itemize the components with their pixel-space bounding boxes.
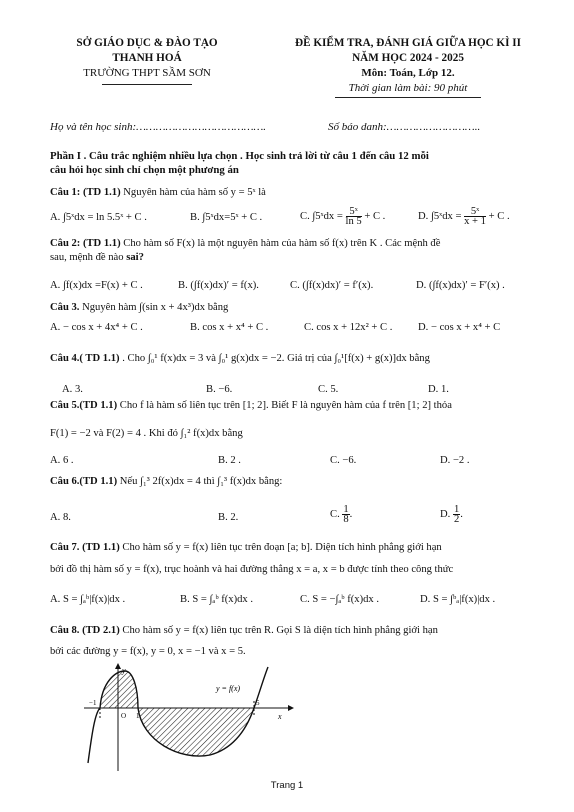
question-number: Câu 4.( TD 1.1) — [50, 353, 120, 364]
q6-option-c[interactable] — [330, 505, 352, 524]
part1-title-line2: câu hỏi học sinh chỉ chọn một phương án — [50, 164, 239, 176]
q4-option-b[interactable]: B. −6. — [206, 384, 233, 395]
tick-label-5: 5 — [256, 699, 260, 707]
question-text: Nguyên hàm ∫(sin x + 4x³)dx bằng — [82, 302, 229, 313]
option-label: D. — [440, 508, 451, 520]
department-name: SỞ GIÁO DỤC & ĐÀO TẠO — [76, 37, 218, 49]
q5-option-b[interactable]: B. 2 . — [218, 455, 241, 466]
option-tail: + C . — [364, 210, 386, 222]
q6-option-d[interactable] — [440, 505, 463, 524]
q1-option-c[interactable] — [300, 207, 385, 226]
question-text: Cho hàm số y = f(x) liên tục trên R. Gọi S là diện tích hình phẳng giới hạn — [122, 625, 438, 636]
x-axis-arrow — [288, 705, 294, 711]
q7-option-a[interactable]: A. S = ∫ₐᵇ|f(x)|dx . — [50, 594, 126, 605]
fraction-denominator: 2 — [453, 514, 460, 525]
question-number: Câu 6.(TD 1.1) — [50, 476, 118, 487]
exam-title: ĐỀ KIỂM TRA, ĐÁNH GIÁ GIỮA HỌC KÌ II — [295, 37, 521, 49]
question-2-line2 — [50, 252, 144, 263]
time-underline — [335, 97, 481, 98]
q5-option-c[interactable]: C. −6. — [330, 455, 357, 466]
question-text: . Cho ∫₀¹ f(x)dx = 3 và ∫₀¹ g(x)dx = −2. Giá trị của ∫₀¹[f(x) + g(x)]dx bằng — [122, 353, 430, 364]
question-5-line2: F(1) = −2 và F(2) = 4 . Khi đó ∫₁² f(x)dx bằng — [50, 428, 243, 439]
question-number: Câu 8. (TD 2.1) — [50, 625, 120, 636]
school-name: TRƯỜNG THPT SẦM SƠN — [83, 67, 211, 79]
option-tail: . — [460, 508, 463, 520]
fraction-denominator: ln 5 — [345, 216, 362, 227]
school-underline — [102, 84, 192, 85]
q2-option-d[interactable]: D. (∫f(x)dx)′ = F′(x) . — [416, 280, 505, 291]
q3-option-d[interactable]: D. − cos x + x⁴ + C — [418, 322, 501, 333]
x-axis-label: x — [278, 712, 282, 721]
question-text: Nguyên hàm của hàm số y = 5ˣ là — [123, 187, 266, 198]
q6-option-b[interactable]: B. 2. — [218, 512, 239, 523]
question-number: Câu 2: (TD 1.1) — [50, 238, 121, 249]
subject-grade: Môn: Toán, Lớp 12. — [361, 67, 455, 79]
question-emphasis: sai? — [126, 252, 144, 263]
q3-option-c[interactable]: C. cos x + 12x² + C . — [304, 322, 393, 333]
function-graph — [80, 663, 300, 778]
question-5 — [50, 400, 452, 411]
q4-option-a[interactable]: A. 3. — [62, 384, 83, 395]
part1-title: Phần I . Câu trắc nghiệm nhiều lựa chọn . Học sinh trả lời từ câu 1 đến câu 12 mỗi — [50, 150, 429, 162]
question-8-line2: bởi các đường y = f(x), y = 0, x = −1 và x = 5. — [50, 646, 246, 657]
q3-option-b[interactable]: B. cos x + x⁴ + C . — [190, 322, 269, 333]
question-text: Cho hàm số y = f(x) liên tục trên đoạn [a; b]. Diện tích hình phẳng giới hạn — [122, 542, 442, 553]
q7-option-b[interactable]: B. S = ∫ₐᵇ f(x)dx . — [180, 594, 254, 605]
student-id-field: Số báo danh:……………………….. — [328, 121, 481, 133]
question-6 — [50, 476, 282, 487]
tick-label-minus1: −1 — [89, 699, 97, 707]
option-label: D. ∫5ˣdx = — [418, 210, 462, 222]
question-text: Nếu ∫₁³ 2f(x)dx = 4 thì ∫₁³ f(x)dx bằng: — [119, 476, 283, 487]
q7-option-d[interactable]: D. S = ∫ᵇₐ|f(x)|dx . — [420, 594, 496, 605]
fraction-denominator: 8 — [343, 514, 349, 525]
fraction-numerator: 5ˣ — [464, 207, 486, 217]
question-number: Câu 7. (TD 1.1) — [50, 542, 120, 553]
question-2 — [50, 238, 440, 249]
question-text: sau, mệnh đề nào — [50, 252, 127, 263]
y-axis-arrow — [115, 663, 121, 669]
fraction-numerator: 1 — [343, 504, 349, 515]
fraction-denominator: x + 1 — [464, 216, 486, 227]
q2-option-c[interactable]: C. (∫f(x)dx)′ = f′(x). — [290, 280, 374, 291]
option-tail: . — [349, 508, 353, 520]
q1-option-a[interactable]: A. ∫5ˣdx = ln 5.5ˣ + C . — [50, 212, 147, 223]
q7-option-c[interactable]: C. S = −∫ₐᵇ f(x)dx . — [300, 594, 379, 605]
q4-option-c[interactable]: C. 5. — [318, 384, 339, 395]
q1-option-d[interactable] — [418, 207, 510, 226]
exam-time: Thời gian làm bài: 90 phút — [348, 82, 468, 94]
q3-option-a[interactable]: A. − cos x + 4x⁴ + C . — [50, 322, 143, 333]
question-8 — [50, 625, 438, 636]
option-tail: + C . — [488, 210, 510, 222]
question-number: Câu 5.(TD 1.1) — [50, 400, 118, 411]
q4-option-d[interactable]: D. 1. — [428, 384, 449, 395]
student-name-field: Họ và tên học sinh:…………………………………. — [50, 121, 267, 133]
fraction-numerator: 1 — [453, 504, 460, 515]
tick-label-1: 1 — [136, 712, 140, 720]
option-label: C. — [330, 508, 340, 520]
question-3 — [50, 302, 228, 313]
q5-option-d[interactable]: D. −2 . — [440, 455, 470, 466]
question-1 — [50, 187, 266, 198]
shaded-area-negative — [138, 708, 254, 756]
y-axis-label: y — [122, 666, 126, 675]
q6-option-a[interactable]: A. 8. — [50, 512, 71, 523]
question-4 — [50, 353, 430, 364]
option-label: C. ∫5ˣdx = — [300, 210, 343, 222]
q5-option-a[interactable]: A. 6 . — [50, 455, 74, 466]
q2-option-b[interactable]: B. (∫f(x)dx)′ = f(x). — [178, 280, 259, 291]
question-number: Câu 3. — [50, 302, 80, 313]
question-text: Cho f là hàm số liên tục trên [1; 2]. Biết F là nguyên hàm của f trên [1; 2] thỏa — [119, 400, 452, 411]
fraction-numerator: 5ˣ — [346, 207, 362, 217]
page-number: Trang 1 — [270, 780, 304, 791]
question-7 — [50, 542, 442, 553]
question-text: Cho hàm số F(x) là một nguyên hàm của hàm số f(x) trên K . Các mệnh đề — [123, 238, 441, 249]
curve-label: y = f(x) — [216, 684, 241, 693]
origin-label: O — [121, 712, 127, 720]
province-name: THANH HOÁ — [112, 52, 182, 64]
question-number: Câu 1: (TD 1.1) — [50, 187, 121, 198]
q2-option-a[interactable]: A. ∫f(x)dx =F(x) + C . — [50, 280, 143, 291]
school-year: NĂM HỌC 2024 - 2025 — [352, 52, 464, 64]
q1-option-b[interactable]: B. ∫5ˣdx=5ˣ + C . — [190, 212, 263, 223]
question-7-line2: bởi đồ thị hàm số y = f(x), trục hoành và hai đường thẳng x = a, x = b được tính theo công thức — [50, 564, 454, 575]
